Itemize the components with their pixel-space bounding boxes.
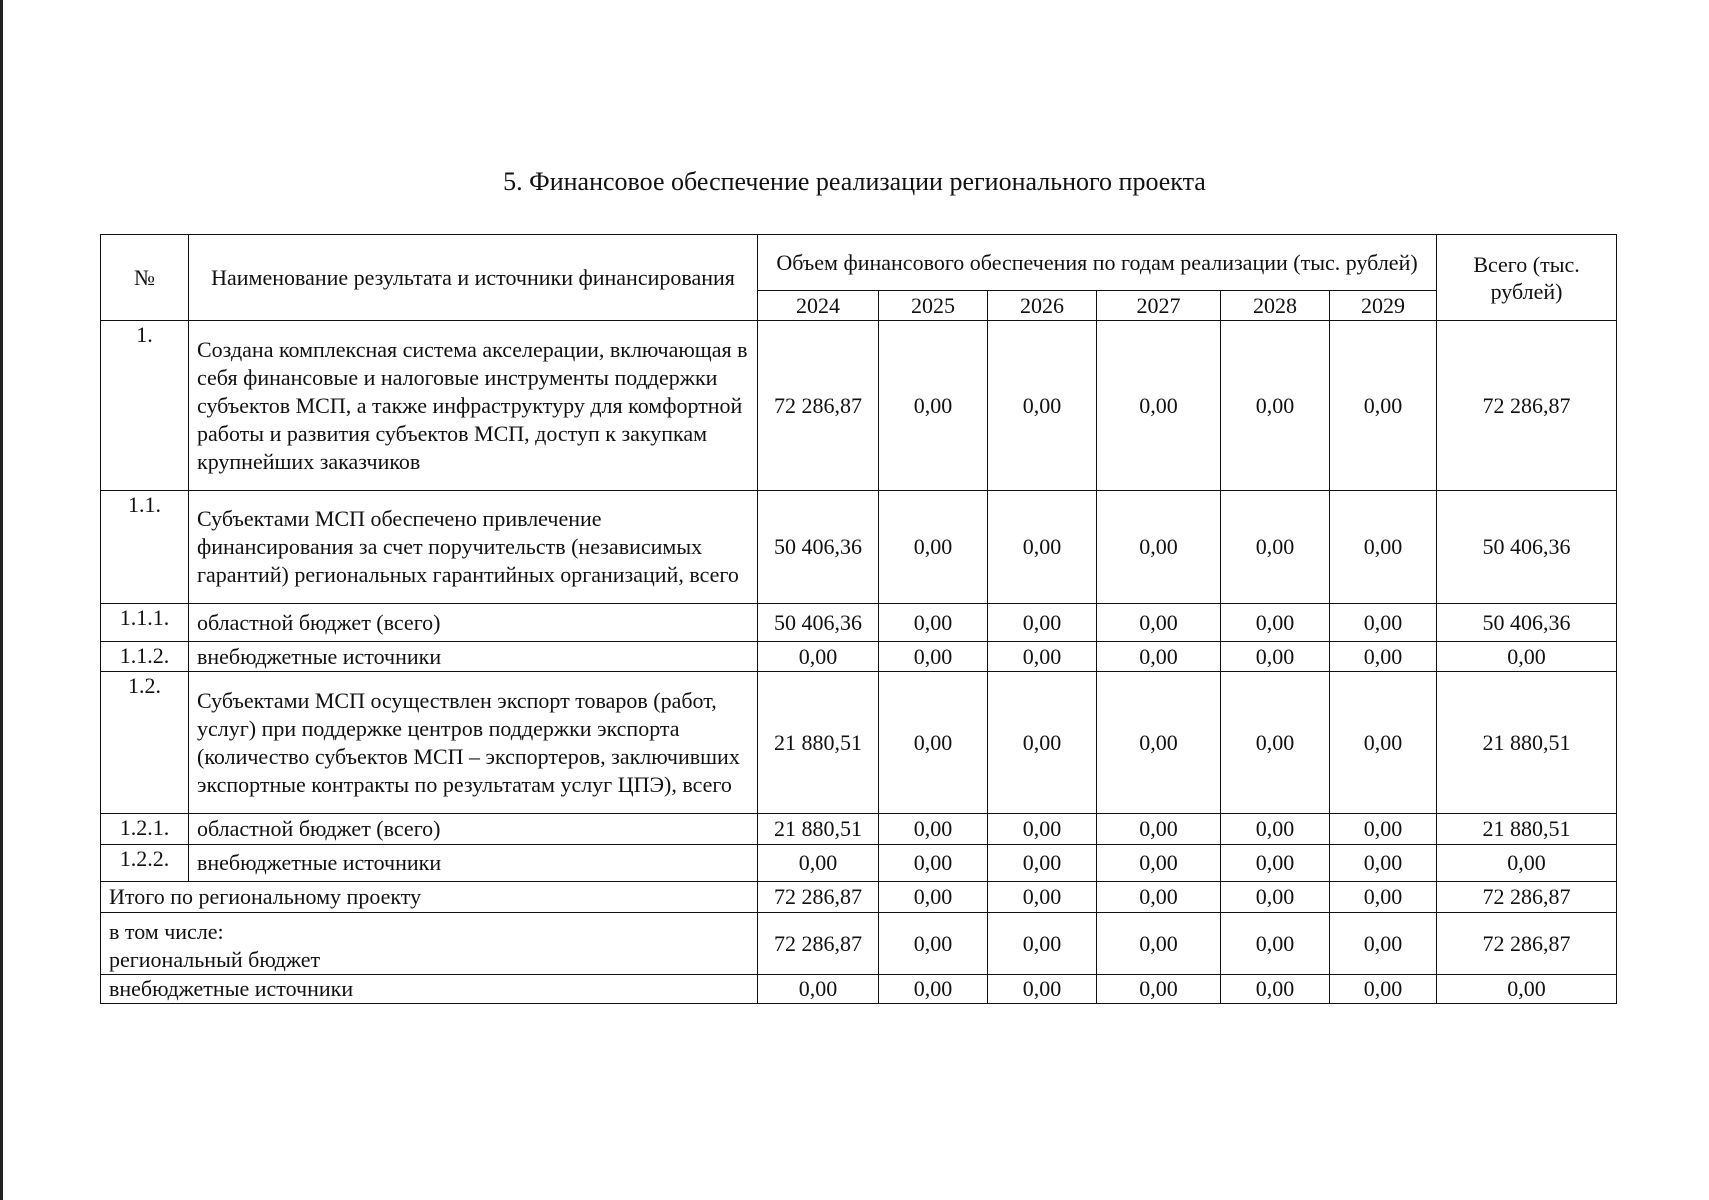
- regional-sum: 72 286,87: [1437, 913, 1617, 975]
- row-value: 0,00: [1330, 491, 1437, 604]
- including-cell: [101, 913, 758, 975]
- row-value: 0,00: [988, 845, 1097, 882]
- table-row: [101, 814, 1617, 845]
- row-number: 1.1.: [101, 491, 189, 604]
- row-value: 0,00: [1330, 845, 1437, 882]
- row-value: 0,00: [1097, 642, 1221, 672]
- row-name: областной бюджет (всего): [189, 604, 758, 642]
- extra-label: внебюджетные источники: [101, 975, 758, 1004]
- extra-value: 0,00: [1097, 975, 1221, 1004]
- row-value: 72 286,87: [758, 321, 879, 491]
- row-value: 0,00: [988, 604, 1097, 642]
- row-name: Субъектами МСП обеспечено привлечение финансирования за счет поручительств (независимых гарантий) региональных гарантийных организаций, всего: [189, 491, 758, 604]
- extra-value: 0,00: [1221, 975, 1330, 1004]
- row-total: 50 406,36: [1437, 491, 1617, 604]
- summary-total-row: [101, 882, 1617, 913]
- header-year: 2024: [758, 291, 879, 321]
- row-value: 0,00: [758, 845, 879, 882]
- row-value: 0,00: [1097, 672, 1221, 814]
- row-value: 0,00: [1097, 604, 1221, 642]
- row-total: 21 880,51: [1437, 814, 1617, 845]
- table-row: [101, 672, 1617, 814]
- page-title: 5. Финансовое обеспечение реализации регионального проекта: [503, 167, 1206, 196]
- row-name: областной бюджет (всего): [189, 814, 758, 845]
- header-year: 2027: [1097, 291, 1221, 321]
- row-value: 0,00: [758, 642, 879, 672]
- total-value: 0,00: [1330, 882, 1437, 913]
- row-value: 50 406,36: [758, 604, 879, 642]
- row-value: 0,00: [1097, 814, 1221, 845]
- row-value: 0,00: [1330, 604, 1437, 642]
- row-value: 21 880,51: [758, 672, 879, 814]
- row-value: 0,00: [1330, 672, 1437, 814]
- row-value: 0,00: [1221, 491, 1330, 604]
- row-value: 0,00: [879, 642, 988, 672]
- row-value: 0,00: [988, 491, 1097, 604]
- extra-value: 0,00: [988, 975, 1097, 1004]
- total-label: Итого по региональному проекту: [101, 882, 758, 913]
- table-row: [101, 491, 1617, 604]
- row-name: Создана комплексная система акселерации, включающая в себя финансовые и налоговые инструменты поддержки субъектов МСП, а также инфраструктуру для комфортной работы и развития субъектов МСП, доступ к закупкам крупнейших заказчиков: [189, 321, 758, 491]
- row-total: 72 286,87: [1437, 321, 1617, 491]
- row-value: 0,00: [1330, 321, 1437, 491]
- header-volume: Объем финансового обеспечения по годам реализации (тыс. рублей): [758, 235, 1437, 291]
- row-value: 0,00: [1330, 642, 1437, 672]
- row-value: 0,00: [879, 814, 988, 845]
- row-name: Субъектами МСП осуществлен экспорт товаров (работ, услуг) при поддержке центров поддержки экспорта (количество субъектов МСП – экспортеров, заключивших экспортные контракты по результатам услуг ЦПЭ), всего: [189, 672, 758, 814]
- regional-value: 0,00: [879, 913, 988, 975]
- table-row: [101, 845, 1617, 882]
- row-value: 0,00: [879, 321, 988, 491]
- row-value: 0,00: [988, 642, 1097, 672]
- total-value: 0,00: [1221, 882, 1330, 913]
- row-value: 0,00: [1221, 604, 1330, 642]
- row-total: 0,00: [1437, 845, 1617, 882]
- summary-extra-row: [101, 975, 1617, 1004]
- extra-value: 0,00: [758, 975, 879, 1004]
- financing-table: [100, 234, 1617, 1004]
- total-value: 0,00: [988, 882, 1097, 913]
- row-value: 0,00: [1221, 672, 1330, 814]
- row-value: 0,00: [1221, 642, 1330, 672]
- row-value: 0,00: [1221, 845, 1330, 882]
- total-value: 0,00: [1097, 882, 1221, 913]
- row-value: 0,00: [1330, 814, 1437, 845]
- row-total: 0,00: [1437, 642, 1617, 672]
- row-number: 1.1.1.: [101, 604, 189, 642]
- row-value: 0,00: [879, 604, 988, 642]
- row-value: 0,00: [1097, 491, 1221, 604]
- row-value: 0,00: [879, 672, 988, 814]
- row-value: 21 880,51: [758, 814, 879, 845]
- row-total: 50 406,36: [1437, 604, 1617, 642]
- total-sum: 72 286,87: [1437, 882, 1617, 913]
- row-number: 1.: [101, 321, 189, 491]
- including-label: в том числе:: [109, 919, 224, 944]
- row-value: 0,00: [1221, 321, 1330, 491]
- header-year: 2029: [1330, 291, 1437, 321]
- row-value: 0,00: [988, 672, 1097, 814]
- row-value: 0,00: [988, 814, 1097, 845]
- row-value: 0,00: [1097, 321, 1221, 491]
- row-value: 0,00: [1221, 814, 1330, 845]
- total-value: 0,00: [879, 882, 988, 913]
- row-value: 50 406,36: [758, 491, 879, 604]
- header-year: 2025: [879, 291, 988, 321]
- row-name: внебюджетные источники: [189, 642, 758, 672]
- extra-value: 0,00: [1330, 975, 1437, 1004]
- row-name: внебюджетные источники: [189, 845, 758, 882]
- row-value: 0,00: [1097, 845, 1221, 882]
- regional-value: 0,00: [1330, 913, 1437, 975]
- regional-value: 0,00: [1221, 913, 1330, 975]
- header-year: 2028: [1221, 291, 1330, 321]
- regional-value: 0,00: [1097, 913, 1221, 975]
- table-row: [101, 321, 1617, 491]
- row-number: 1.1.2.: [101, 642, 189, 672]
- header-num: №: [101, 235, 189, 321]
- row-value: 0,00: [879, 491, 988, 604]
- header-year: 2026: [988, 291, 1097, 321]
- table-row: [101, 642, 1617, 672]
- summary-regional-row: [101, 913, 1617, 975]
- row-value: 0,00: [879, 845, 988, 882]
- extra-value: 0,00: [879, 975, 988, 1004]
- header-total: Всего (тыс. рублей): [1437, 235, 1617, 321]
- regional-value: 0,00: [988, 913, 1097, 975]
- row-value: 0,00: [988, 321, 1097, 491]
- row-total: 21 880,51: [1437, 672, 1617, 814]
- regional-label: региональный бюджет: [109, 947, 321, 972]
- row-number: 1.2.: [101, 672, 189, 814]
- row-number: 1.2.2.: [101, 845, 189, 882]
- total-value: 72 286,87: [758, 882, 879, 913]
- table-row: [101, 604, 1617, 642]
- row-number: 1.2.1.: [101, 814, 189, 845]
- header-name: Наименование результата и источники финансирования: [189, 235, 758, 321]
- regional-value: 72 286,87: [758, 913, 879, 975]
- extra-sum: 0,00: [1437, 975, 1617, 1004]
